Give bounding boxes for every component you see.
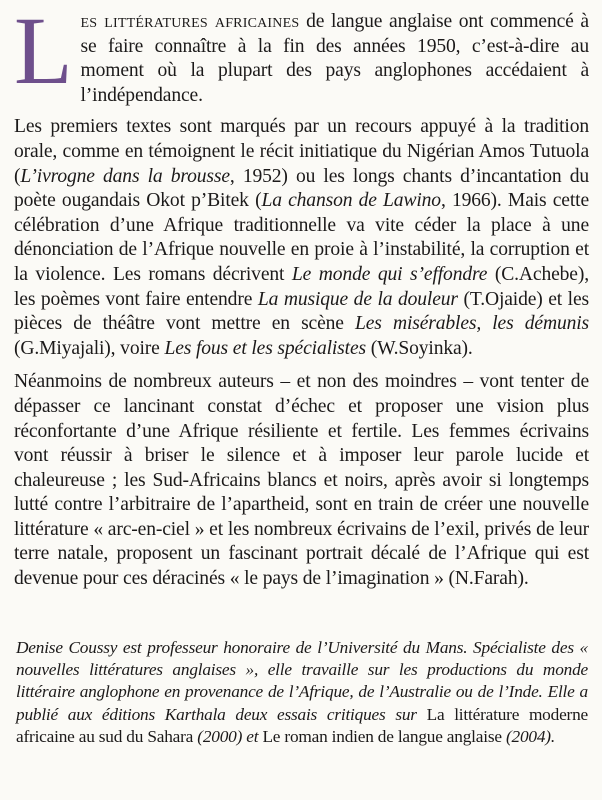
- bio-book-title-2: Le roman indien de langue anglaise: [262, 726, 502, 746]
- para2-text: Néanmoins de nombreux auteurs – et non des moindres – vont tenter de dépasser ce lancinant constat d’échec et proposer une vision plus réconfortante d’une Afrique résiliente et fertile. Les femmes écrivains vont réussir à briser le silence et à imposer leur parole lucide et chaleureuse ; les Sud-Africains blancs et noirs, après avoir si longtemps lutté contre l’arbitraire de l’apartheid, sont en train de créer une nouvelle littérature « arc-en-ciel » et les nombreux écrivains de l’exil, privés de leur terre natale, proposent un fascinant portrait décalé de l’Afrique qui est devenue pour ces déracinés « le pays de l’imagination » (N.Farah).: [14, 371, 589, 590]
- para1-text-4: (C.Achebe), les poèmes vont faire entendre: [14, 263, 589, 310]
- author-bio: [16, 637, 588, 748]
- para1-title-5: Les misérables, les démunis: [355, 313, 590, 335]
- bio-text-2: (2000) et: [193, 726, 263, 746]
- bio-text-3: (2004).: [501, 726, 555, 746]
- para1-title-4: La musique de la douleur: [257, 288, 458, 310]
- drop-cap: L: [14, 0, 73, 104]
- para1-text-3: , 1966). Mais cette célébration d’une Afrique traditionnelle va vite céder la place à une dénonciation de l’Afrique nouvelle en proie à l’instabilité, la corruption et la violence. Les romans décrivent: [14, 190, 589, 285]
- para1-title-2: La chanson de Lawino: [261, 190, 441, 212]
- main-text: [14, 0, 590, 592]
- para1-text-2: , 1952) ou les longs chants d’incantation du poète ougandais Okot p’Bitek (: [14, 165, 589, 212]
- para1-text-1: Les premiers textes sont marqués par un recours appuyé à la tradition orale, comme en témoignent le récit initiatique du Nigérian Amos Tutuola (: [14, 116, 589, 187]
- para1-title-3: Le monde qui s’effondre: [291, 263, 488, 285]
- intro-paragraph: [14, 0, 589, 108]
- intro-text: de langue anglaise ont commencé à se faire connaître à la fin des années 1950, c’est-à-dire au moment où la plupart des pays anglophones accédaient à l’indépendance.: [80, 11, 589, 106]
- body-paragraph-2: [14, 370, 589, 591]
- body-paragraph-1: [14, 115, 589, 361]
- para1-text-7: (W.Soyinka).: [365, 337, 473, 359]
- bio-book-title-1: La littérature moderne africaine au sud du Sahara: [16, 704, 589, 746]
- intro-smallcaps-lead: es littératures africaines: [80, 11, 300, 32]
- para1-title-1: L’ivrogne dans la brousse: [20, 165, 230, 187]
- para1-text-6: (G.Miyajali), voire: [14, 337, 165, 359]
- bio-text-1: Denise Coussy est professeur honoraire de l’Université du Mans. Spécialiste des « nouvelles littératures anglaises », elle travaille sur les productions du monde littéraire anglophone en provenance de l’Afrique, de l’Australie ou de l’Inde. Elle a publié aux éditions Karthala deux essais critiques sur: [16, 638, 588, 724]
- para1-title-6: Les fous et les spécialistes: [164, 337, 366, 359]
- para1-text-5: (T.Ojaide) et les pièces de théâtre vont mettre en scène: [14, 288, 590, 335]
